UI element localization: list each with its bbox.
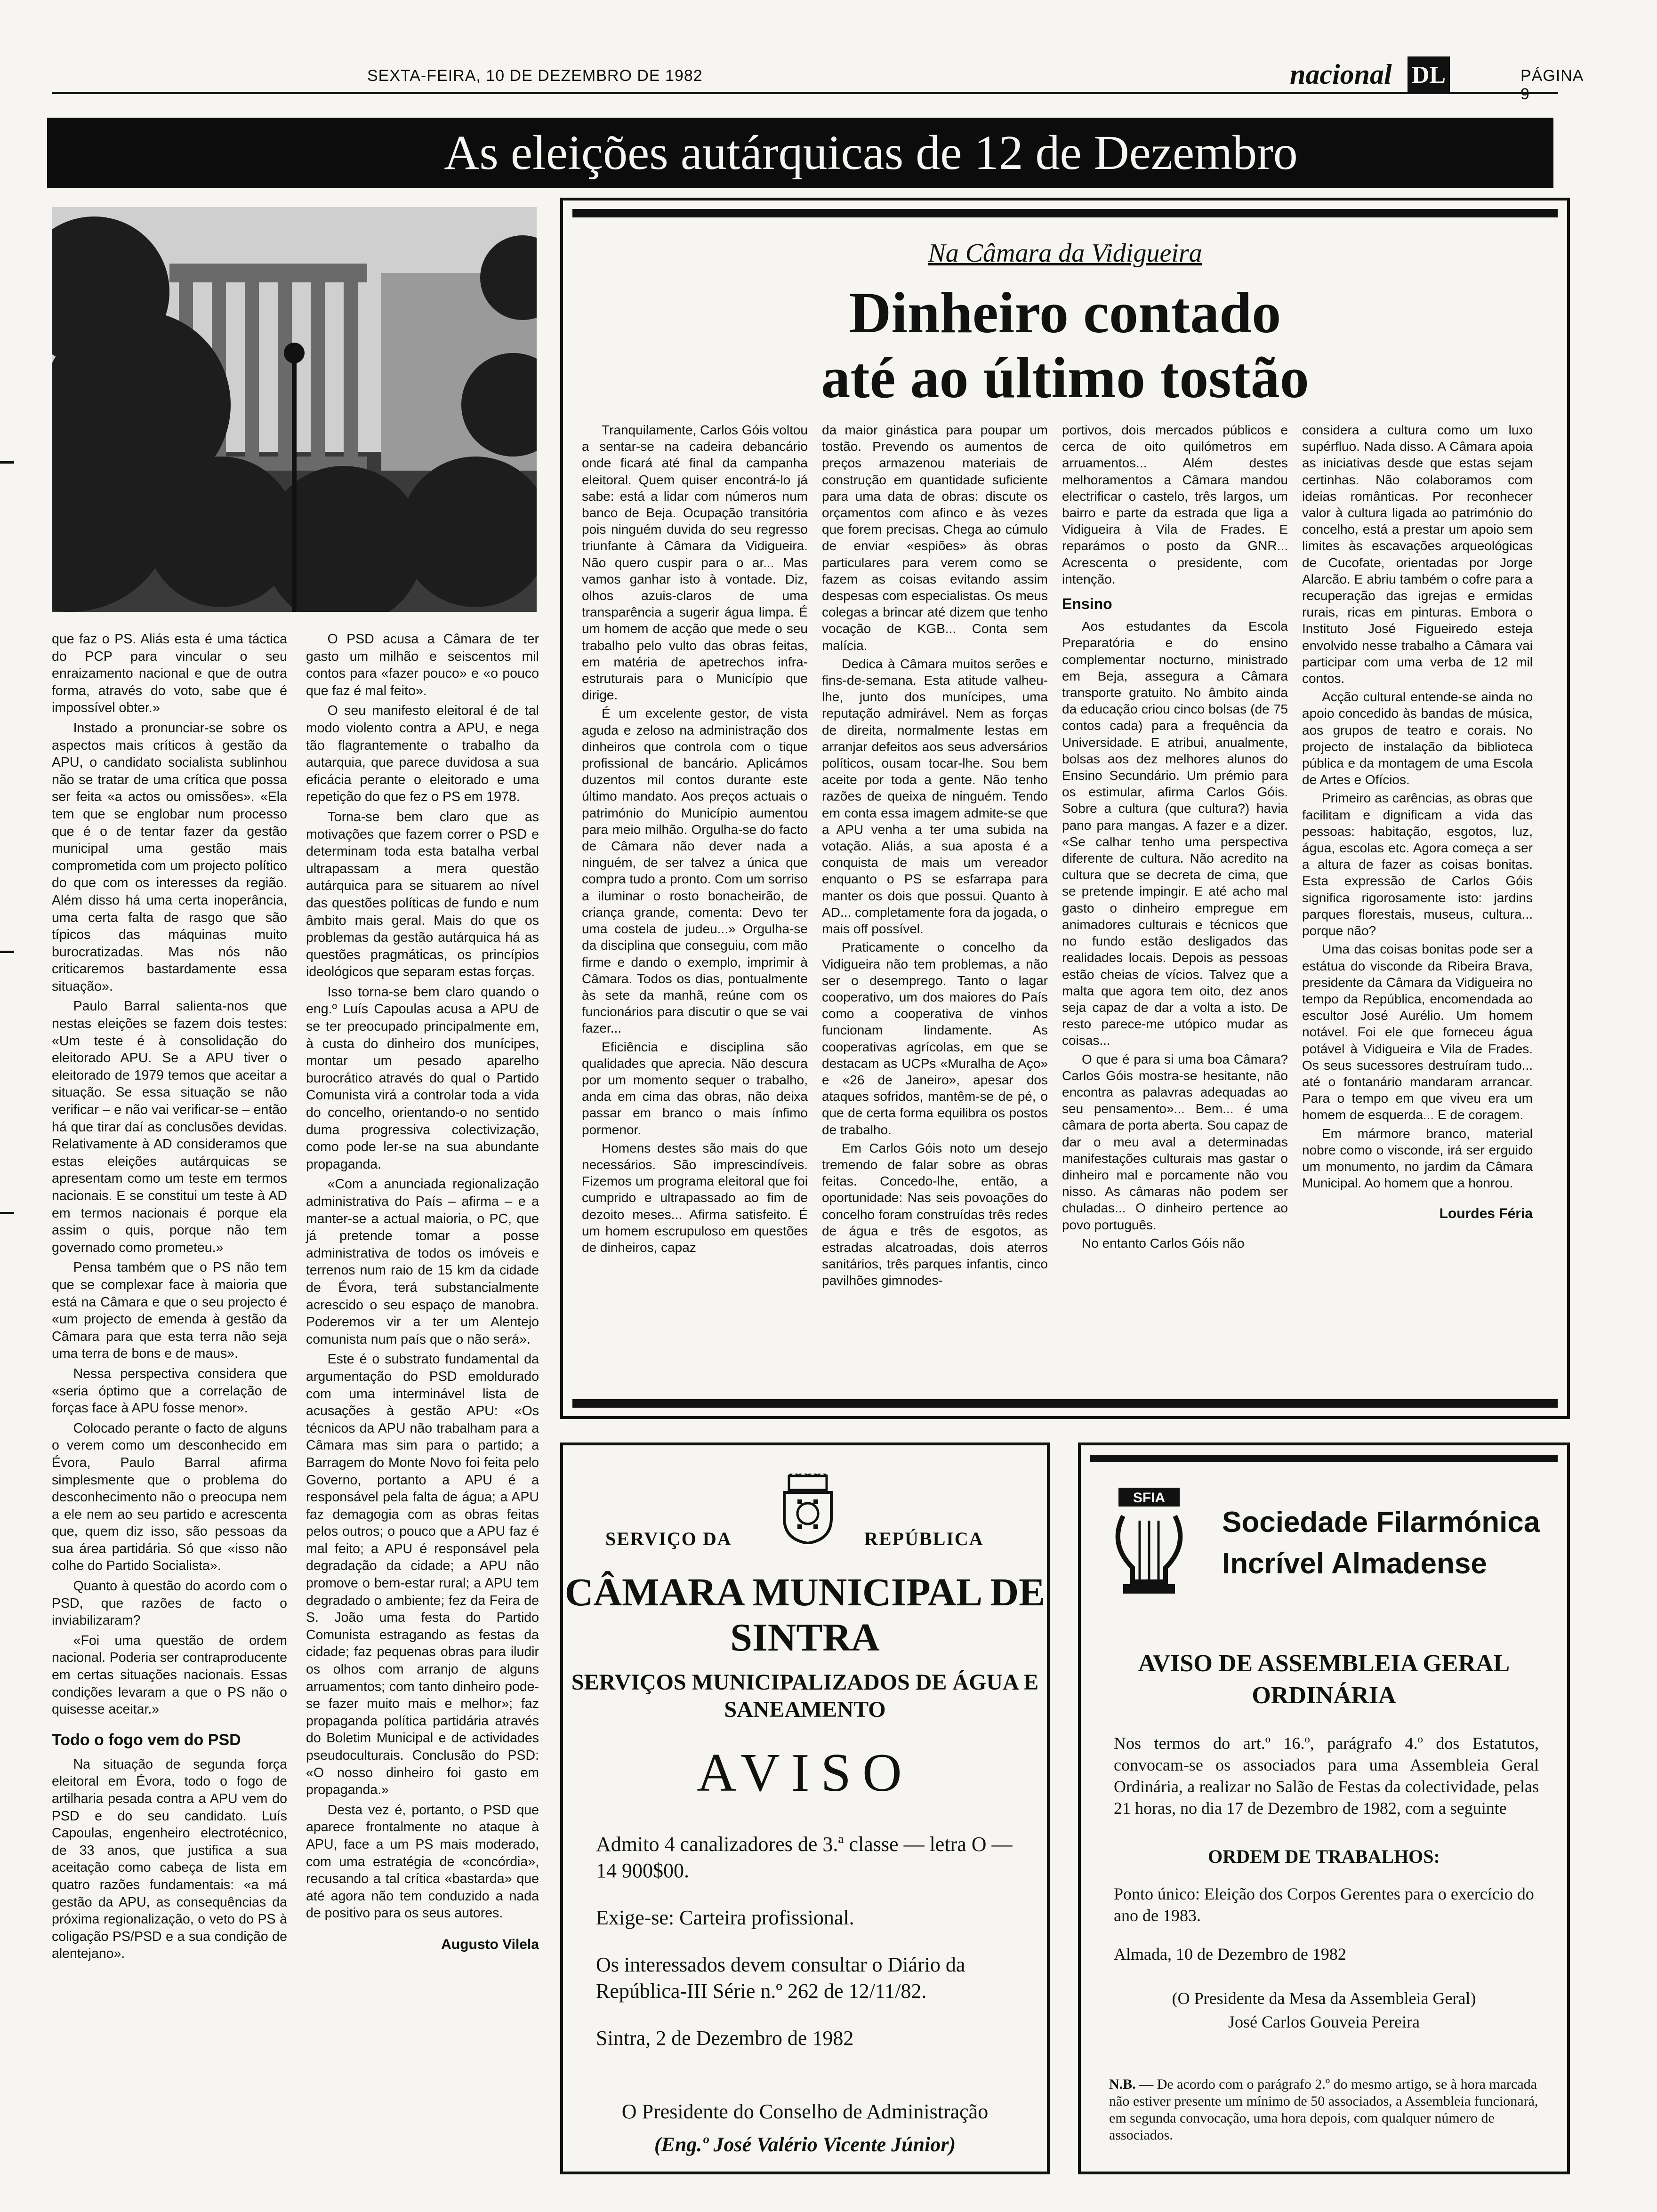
paragraph: Acção cultural entende-se ainda no apoio concedido às bandas de música, aos grupos de teatro e corais. No projecto de instalação da biblioteca pública e da montagem de uma Escola de Artes e Ofícios. [1302, 689, 1533, 787]
feature-column-1 [582, 422, 808, 1258]
paragraph: da maior ginástica para poupar um tostão. Prevendo os aumentos de preços armazenou materiais de construção em quantidade suficiente para uma data de obras: discute os orçamentos com afinco e às vezes que forem precisas. Chega ao cúmulo de enviar «espiões» às obras particulares para verem como se fazem as coisas evitando assim despesas com especialistas. Os meus colegas a brincar até dizem que tenho vocação de KGB... Conta sem malícia. [822, 423, 1048, 653]
paragraph: Primeiro as carências, as obras que facilitam e dignificam a vida das pessoas: habitação, esgotos, luz, água, escolas etc. Agora começa a ser a altura de fazer as coisas bonitas. Esta expressão de Carlos Góis significa rigorosamente isto: jardins parques florestais, museus, cultura... porque não? [1302, 791, 1533, 938]
ad-footnote [1109, 2076, 1544, 2144]
byline: Augusto Vilela [441, 1936, 539, 1952]
paragraph: Uma das coisas bonitas pode ser a estátua do visconde da Ribeira Brava, presidente da Câmara da Vidigueira no tempo da República, encomendada ao escultor José Aurélio. Um homem notável. Foi ele que forneceu água potável à Vidigueira e Vila de Frades. Os seus sucessores destruíram tudo... até o fontanário mandaram arrancar. Para o tempo em que viveu era um homem de esquerda... E de coragem. [1302, 942, 1533, 1122]
ad-republica-label: REPÚBLICA [864, 1528, 984, 1549]
ad-signature-title: (O Presidente da Mesa da Assembleia Geral) [1172, 1989, 1476, 2008]
ad-signature-title: O Presidente do Conselho de Administração [621, 2100, 989, 2123]
feature-column-3 [1062, 422, 1288, 1253]
ad-aviso-heading: AVISO [697, 1743, 913, 1803]
section-brand: nacional [1290, 59, 1392, 90]
headline-line-1: Dinheiro contado [849, 281, 1281, 345]
society-name-line-1: Sociedade Filarmónica [1222, 1506, 1540, 1539]
paragraph: Em mármore branco, material nobre como o visconde, irá ser erguido um monumento, no jardim da Câmara Municipal. Ao homem que a honrou. [1302, 1126, 1533, 1191]
masthead [52, 59, 1583, 103]
paragraph: Instado a pronunciar-se sobre os aspectos mais críticos à gestão da APU, o candidato socialista sublinhou não se tratar de uma crítica que possa ser feita «a actos ou omissões». «Ela tem que se englobar num processo que é o de tentar fazer da gestão municipal uma gestão mais comprometida com um projecto político do que com os interesses da região. Além disso há uma certa inoperância, uma certa falta de rasgo que são típicos das máquinas muito burocratizadas. Mas nós não criticaremos bastardamente essa situação». [52, 720, 287, 994]
ad-signature-name: José Carlos Gouveia Pereira [1228, 2012, 1420, 2031]
ad-body: Nos termos do art.º 16.º, parágrafo 4.º dos Estatutos, convocam-se os associados para uma Assembleia Geral Ordinária, a realizar no Salão de Festas da colectividade, pelas 21 horas, no dia 17 de Dezembro de 1982, com a seguinte [1114, 1734, 1539, 1818]
ad-place-date: Almada, 10 de Dezembro de 1982 [1114, 1945, 1346, 1964]
paragraph: Dedica à Câmara muitos serões e fins-de-semana. Esta atitude valheu-lhe, junto dos munícipes, uma reputação admirável. Nem as forças de direita, normalmente lestas em arranjar defeitos aos seus adversários políticos, ousam tocar-lhe. Sou bem aceite por toda a gente. Não tenho razões de queixa de ninguém. Tendo em conta essa imagem admite-se que a APU venha a ter uma subida na votação. Aliás, a sua aposta é a conquista de mais um vereador enquanto o PS se esfarrapa para manter os dois que possui. Quanto à AD... completamente fora da jogada, o mais off possível. [822, 656, 1048, 937]
paragraph: Desta vez é, portanto, o PSD que aparece frontalmente no ataque à APU, face a um PS mais moderado, com uma estratégia de «concórdia», recusando a tal crítica «bastarda» que até agora não tem conduzido a nada de positivo para os seus autores. [306, 1802, 539, 1921]
paragraph: Eficiência e disciplina são qualidades que aprecia. Não descura por um momento sequer o trabalho, anda em cima das obras, não deixa passar em branco o mais ínfimo pormenor. [582, 1039, 808, 1137]
paragraph: Torna-se bem claro que as motivações que fazem correr o PSD e determinam toda esta batalha verbal ultrapassam a mera questão autárquica para se situarem ao nível das questões políticas de fundo e num âmbito mais geral. Mais do que os problemas da gestão autárquica há as questões pragmáticas, os princípios ideológicos que separam estas forças. [306, 809, 539, 980]
ad-paragraph: Sintra, 2 de Dezembro de 1982 [596, 2027, 854, 2050]
logo-text: SFIA [1133, 1490, 1166, 1506]
paragraph: Nessa perspectiva considera que «seria óptimo que a correlação de forças face à APU fosse menor». [52, 1366, 287, 1416]
ad-servico-label: SERVIÇO DA [605, 1528, 732, 1549]
paragraph: O PSD acusa a Câmara de ter gasto um milhão e seiscentos mil contos para «fazer pouco» e «o pouco que faz é mal feito». [306, 632, 539, 698]
feature-headline [563, 281, 1567, 410]
margin-mark [0, 1212, 14, 1214]
paragraph: Isso torna-se bem claro quando o eng.º Luís Capoulas acusa a APU de se ter preocupado principalmente em, à custa do dinheiro dos munícipes, montar um pesado aparelho burocrático através do qual o Partido Comunista virá a controlar toda a vida do concelho, orientando-o no sentido duma progressiva colectivização, como pode ler-se na sua abundante propaganda. [306, 984, 539, 1172]
ad-signature-name: (Eng.º José Valério Vicente Júnior) [654, 2133, 956, 2156]
paragraph: O seu manifesto eleitoral é de tal modo violento contra a APU, e nega tão flagrantemente o trabalho da autarquia, que parece duvidosa a sua eficácia perante o eleitorado e uma repetição do que fez o PS em 1978. [306, 703, 539, 805]
banner-title: As eleições autárquicas de 12 de Dezembro [444, 126, 1298, 180]
ad-camara-title: CÂMARA MUNICIPAL DE SINTRA [564, 1571, 1046, 1659]
paragraph: No entanto Carlos Góis não [1082, 1235, 1245, 1250]
rule-bar [1090, 1455, 1558, 1462]
margin-mark [0, 461, 14, 464]
newspaper-logo-icon: DL [1408, 56, 1450, 94]
society-name-line-2: Incrível Almadense [1222, 1547, 1487, 1580]
paragraph: que faz o PS. Aliás esta é uma táctica do PCP para vincular o seu enraizamento nacional e que de outra forma, através do voto, sabe que é impossível obter.» [52, 632, 287, 716]
paragraph: Na situação de segunda força eleitoral em Évora, todo o fogo de artilharia pesada contra a APU vem do PSD e do seu candidato. Luís Capoulas, engenheiro electrotécnico, de 33 anos, que justifica a sua aceitação como cabeça de lista em quatro razões fundamentais: «a má gestão da APU, as consequências da próxima regionalização, o veto do PS à coligação PS/PSD e a sua condição de alentejano». [52, 1756, 287, 1962]
photo-evora-temple [52, 207, 537, 612]
feature-article-box [560, 198, 1570, 1419]
lyre-logo-icon [1104, 1488, 1194, 1596]
footnote-text: — De acordo com o parágrafo 2.º do mesmo artigo, se à hora marcada não estiver presente um mínimo de 50 associados, a Assembleia funcionará, em segunda convocação, uma hora depois, com qualquer número de associados. [1109, 2076, 1538, 2143]
feature-kicker: Na Câmara da Vidigueira [928, 239, 1202, 268]
ad-paragraph: Os interessados devem consultar o Diário da República-III Série n.º 262 de 12/11/82. [596, 1953, 965, 2003]
footnote-label: N.B. [1109, 2076, 1136, 2092]
ad-paragraph: Admito 4 canalizadores de 3.ª classe — letra O — 14 900$00. [596, 1833, 1013, 1882]
paragraph: «Com a anunciada regionalização administrativa do País – afirma – e a manter-se a actual maioria, o PC, que já pretende tomar a posse administrativa de todos os imóveis e terrenos num raio de 15 km da cidade de Évora, terá substancialmente acrescido o seu espaço de manobra. Poderemos vir a ter um Alentejo comunista num país que o não será». [306, 1177, 539, 1347]
paragraph: considera a cultura como um luxo supérfluo. Nada disso. A Câmara apoia as iniciativas desde que estas sejam certinhas. Não colaboramos com ideias românticas. Por reconhecer valor à cultura ligada ao património do concelho, está a prestar um apoio sem limites às escavações arqueológicas de Cucofate, orientadas por Jorge Alarcão. E abriu também o cofre para a recuperação das igrejas e ermidas rurais, ricas em pinturas. Embora o Instituto José Figueiredo esteja envolvido nesse trabalho a Câmara vai participar com uma verba de 12 mil contos. [1302, 423, 1533, 686]
paragraph: Paulo Barral salienta-nos que nestas eleições se fazem dois testes: «Um teste é à consolidação do eleitorado APU. Se a APU tiver o eleitorado de 1979 temos que aceitar a situação. Se essa situação se não verificar – e não vai verificar-se – então há que tirar daí as conclusões devidas. Relativamente à AD consideramos que estas eleições autárquicas se apresentam como um teste em termos nacionais. E se constitui um teste à AD em termos nacionais é porque ela assim o quis, porque não tem governado como prometeu.» [52, 999, 287, 1255]
paragraph: «Foi uma questão de ordem nacional. Poderia ser contraproducente em certas situações nacionais. Essas condições levaram a que o PS não o quisesse aceitar.» [52, 1633, 287, 1717]
rule-bar [572, 1399, 1558, 1408]
section-banner [47, 118, 1553, 188]
ad-filarmonica-almadense [1078, 1443, 1570, 2174]
paragraph: O que é para si uma boa Câmara? Carlos Góis mostra-se hesitante, não encontra as palavras adequadas ao seu pensamento»... Bem... é uma câmara de porta aberta. Sou capaz de dar o meu aval a determinadas manifestações culturais mas gastar o dinheiro mal e porcamente não vou nisso. As câmaras não podem ser chuladas... O dinheiro pertence ao povo português. [1062, 1051, 1288, 1232]
headline-line-2: até ao último tostão [821, 345, 1309, 410]
paragraph: portivos, dois mercados públicos e cerca de oito quilómetros em arruamentos... Além destes melhoramentos a Câmara mandou electrificar o castelo, três largos, um bairro e parte da estrada que liga a Vidigueira à Vila de Frades. E reparámos o posto da GNR... Acrescenta o presidente, com intenção. [1062, 423, 1288, 586]
paragraph: Quanto à questão do acordo com o PSD, que razões de facto o inviabilizaram? [52, 1579, 287, 1628]
feature-column-2 [822, 422, 1048, 1291]
feature-subhead: Ensino [1062, 595, 1112, 613]
byline: Lourdes Féria [1439, 1206, 1533, 1222]
paragraph: Colocado perante o facto de alguns o verem como um desconhecido em Évora, Paulo Barral afirma simplesmente que o problema do desconhecimento não o preocupa nem a ele nem ao seu partido e acrescenta que, quem diz isso, são pessoas da sua área partidária. Só que «isso não colhe do Partido Socialista». [52, 1420, 287, 1574]
paragraph: Este é o substrato fundamental da argumentação do PSD emoldurado com uma interminável lista de acusações à gestão APU: «Os técnicos da APU não trabalham para a Câmara mas sim para o partido; a Barragem do Monte Novo foi feita pelo Governo, portanto a APU é a responsável pela falta de água; a APU faz demagogia com as obras feitas pelos outros; o pouco que a APU faz é mal feito; a APU é responsável pela degradação da cidade; a APU não promove o bem-estar rural; a APU tem degradado o ambiente; fez da Feira de S. João uma festa do Partido Comunista estragando as festas da cidade; faz pequenas obras para iludir os olhos com arranjo de alguns arruamentos; com tanto dinheiro pode-se fazer muito mais e melhor»; faz propaganda política partidária através do Boletim Municipal e de actividades pseudoculturais. Conclusão do PSD: «O nosso dinheiro foi gasto em propaganda.» [306, 1352, 539, 1798]
paragraph: É um excelente gestor, de vista aguda e zeloso na administração dos dinheiros que controla com o tique profissional de bancário. Aplicámos duzentos mil contos durante este último mandato. Aos preços actuais o património do Município aumentou para meio milhão. Orgulha-se do facto de Câmara não dever nada a ninguém, de ser talvez a única que compra tudo a pronto. Com um sorriso a iluminar o rosto bonacheirão, de criança grande, comenta: Devo ter uma costela de judeu...» Orgulha-se da disciplina que conseguiu, com mão firme e dando o exemplo, imprimir à Câmara. Todos os dias, pontualmente às sete da manhã, reúne com os funcionários para discutir o que se vai fazer... [582, 706, 808, 1036]
ad-servicos-subtitle: SERVIÇOS MUNICIPALIZADOS DE ÁGUA E SANEAMENTO [571, 1670, 1039, 1722]
paragraph: Praticamente o concelho da Vidigueira não tem problemas, a não ser o desemprego. Tanto o lagar cooperativo, um dos maiores do País como a cooperativa de vinhos funcionam lindamente. As cooperativas agrícolas, em que se destacam as UCPs «Muralha de Aço» e «26 de Janeiro», apesar dos ataques sofridos, mantêm-se de pé, o que de certa forma equilibra os postos de trabalho. [822, 940, 1048, 1137]
article-subhead: Todo o fogo vem do PSD [52, 1731, 241, 1749]
ad-society-name [1222, 1502, 1552, 1585]
rule-bar [572, 209, 1558, 217]
photo-image-icon [52, 207, 537, 612]
paragraph: Tranquilamente, Carlos Góis voltou a sentar-se na cadeira debancário onde ficará até final da campanha eleitoral. Quem quiser encontrá-lo já sabe: está a lidar com números num banco de Beja. Ocupação transitória pois ninguém duvida do seu regresso triunfante à Câmara da Vidigueira. Não quero cuspir para o ar... Mas vamos ganhar isto à vontade. Diz, olhos azuis-claros de uma transparência a sugerir água limpa. É um homem de acção que mede o seu trabalho pelo vulto das obras feitas, em matéria de apetrechos infra-estruturais para o Município que dirige. [582, 423, 808, 703]
paragraph: Em Carlos Góis noto um desejo tremendo de falar sobre as obras feitas. Concedo-lhe, então, a oportunidade: Nas seis povoações do concelho foram construídas três redes de água e três de esgotos, as estradas alcatroadas, dois aterros sanitários, três parques infantis, cinco pavilhões gimnodes- [822, 1140, 1048, 1288]
ad-camara-sintra [560, 1443, 1050, 2174]
paragraph: Aos estudantes da Escola Preparatória e do ensino complementar nocturno, ministrado em Beja, assegura a Câmara transporte gratuito. No âmbito ainda da educação criou cinco bolsas (de 75 contos cada) para a frequência da Universidade. E atribui, anualmente, bolsas aos dez melhores alunos do Ensino Secundário. Um prémio para os estimular, afirma Carlos Góis. Sobre a cultura (que cultura?) havia pano para mangas. A fazer e a dizer. «Se calhar tenho uma perspectiva diferente de cultura. Não acredito na cultura que se decreta de cima, que se pretende impingir. E até acho mal gasto o dinheiro empregue em animadores culturais e técnicos que no fundo estão desligados das realidades locais. Depois as pessoas estão cheias de vícios. Talvez que a malta que agora tem oito, dez anos seja capaz de dar a volta a isto. De resto parece-me utópico mudar as coisas... [1062, 619, 1288, 1048]
page-number: PÁGINA 9 [1520, 67, 1583, 103]
article-column-1 [52, 631, 287, 1965]
feature-column-4 [1302, 422, 1533, 1222]
paragraph: Homens destes são mais do que necessários. São imprescindíveis. Fizemos um programa eleitoral que foi cumprido e ultrapassado ao fim de dezoito meses... Afirma satisfeito. É um homem escrupuloso em questões de dinheiros, capaz [582, 1140, 808, 1255]
coat-of-arms-icon [780, 1474, 836, 1544]
ad-agenda-item: Ponto único: Eleição dos Corpos Gerentes para o exercício do ano de 1983. [1114, 1884, 1534, 1925]
ad-agenda-heading: ORDEM DE TRABALHOS: [1208, 1846, 1440, 1867]
margin-mark [0, 951, 14, 953]
ad-paragraph: Exige-se: Carteira profissional. [596, 1906, 854, 1929]
ad-body [596, 1831, 1019, 2072]
article-column-2 [306, 631, 539, 1954]
issue-date: SEXTA-FEIRA, 10 DE DEZEMBRO DE 1982 [367, 67, 703, 85]
ad-aviso-heading: AVISO DE ASSEMBLEIA GERAL ORDINÁRIA [1138, 1650, 1510, 1709]
paragraph: Pensa também que o PS não tem que se complexar face à maioria que está na Câmara e que o seu projecto é «um projecto de emenda à gestão da Câmara para que esta terra não seja uma terra de bons e de maus». [52, 1260, 287, 1362]
ad-signature [1081, 1987, 1567, 2034]
